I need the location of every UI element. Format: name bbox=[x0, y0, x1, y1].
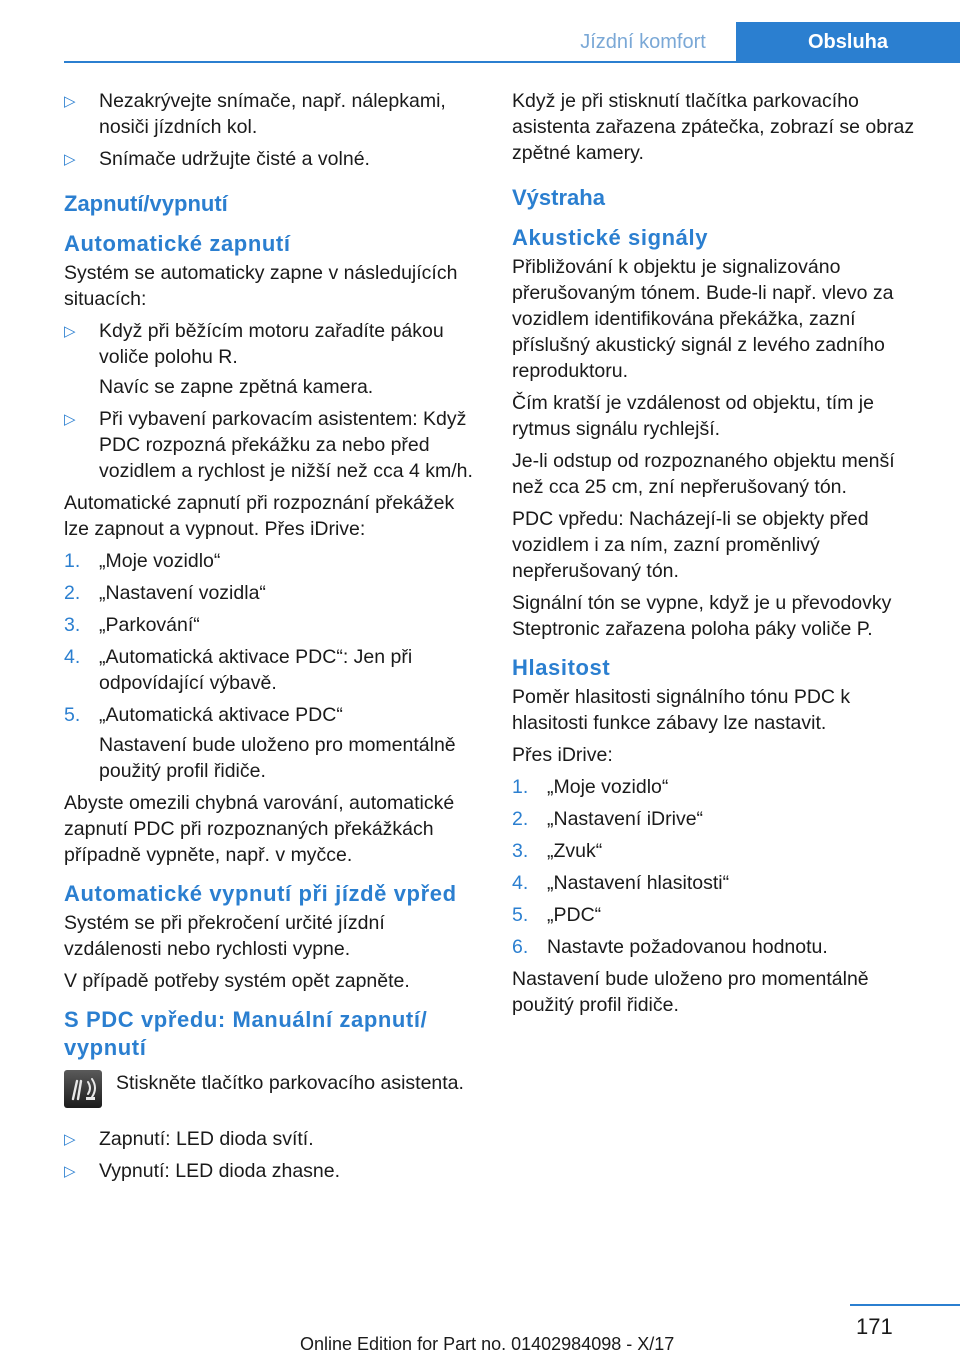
triangle-right-icon: ▷ bbox=[64, 323, 76, 340]
paragraph: Systém se při překročení určité jízdní vzdálenosti nebo rychlosti vypne. bbox=[64, 912, 385, 960]
list-item: 1. „Moje vozidlo“ bbox=[64, 550, 221, 572]
list-item: ▷ Zapnutí: LED dioda svítí. bbox=[64, 1126, 474, 1152]
left-column bbox=[64, 88, 474, 1190]
list-item: 5. „Automatická aktivace PDC“ Nastavení bude uloženo pro momentálně použitý profil řidiče. bbox=[64, 704, 456, 782]
steps-list bbox=[512, 774, 930, 960]
triangle-right-icon: ▷ bbox=[64, 1131, 76, 1148]
paragraph: Abyste omezili chybná varování, automatické zapnutí PDC při rozpoznaných překážkách případně vypněte, např. v myčce. bbox=[64, 792, 455, 866]
paragraph: V případě potřeby systém opět zapněte. bbox=[64, 970, 410, 992]
paragraph: PDC vpředu: Nacházejí-li se objekty před vozidlem i za ním, zazní proměnlivý nepřerušovaný tón. bbox=[512, 508, 869, 582]
header-rule bbox=[64, 61, 960, 63]
bullet-list-sensors bbox=[64, 88, 474, 172]
heading-auto-off: Automatické vypnutí při jízdě vpřed bbox=[64, 881, 457, 906]
list-item: ▷ Snímače udržujte čisté a volné. bbox=[64, 146, 474, 172]
paragraph: Nastavení bude uloženo pro momentálně použitý profil řidiče. bbox=[512, 968, 869, 1016]
paragraph: Poměr hlasitosti signálního tónu PDC k hlasitosti funkce zábavy lze nastavit. bbox=[512, 686, 851, 734]
heading-on-off: Zapnutí/vypnutí bbox=[64, 191, 228, 216]
list-item: ▷ Když při běžícím motoru zařadíte pákou voliče polohu R. Navíc se zapne zpětná kamera. bbox=[64, 320, 444, 398]
triangle-right-icon: ▷ bbox=[64, 411, 76, 428]
paragraph: Přes iDrive: bbox=[512, 744, 613, 766]
paragraph: Čím kratší je vzdálenost od objektu, tím je rytmus signálu rychlejší. bbox=[512, 392, 874, 440]
list-item: ▷ Nezakrývejte snímače, např. nálepkami, nosiči jízdních kol. bbox=[64, 90, 446, 138]
list-item: ▷ Při vybavení parkovacím asistentem: Když PDC rozpozná překážku za nebo před vozidlem a rychlost je nižší než cca 4 km/h. bbox=[64, 408, 473, 482]
triangle-right-icon: ▷ bbox=[64, 93, 76, 110]
heading-warning: Výstraha bbox=[512, 185, 605, 210]
list-item: 4. „Automatická aktivace PDC“: Jen při odpovídající výbavě. bbox=[64, 646, 413, 694]
header-chapter-tab: Obsluha bbox=[736, 22, 960, 62]
list-item: 3. „Zvuk“ bbox=[512, 840, 603, 862]
heading-manual: S PDC vpředu: Manuální zapnutí/ vypnutí bbox=[64, 1007, 428, 1060]
steps-list bbox=[64, 548, 474, 784]
footer-edition: Online Edition for Part no. 01402984098 - X/17 bbox=[300, 1334, 675, 1354]
list-item: 1. „Moje vozidlo“ bbox=[512, 776, 669, 798]
list-item: 2. „Nastavení iDrive“ bbox=[512, 808, 704, 830]
header-section-title: Jízdní komfort bbox=[580, 31, 706, 53]
list-item: 5. „PDC“ bbox=[512, 904, 602, 926]
paragraph: Systém se automaticky zapne v následujících situacích: bbox=[64, 262, 458, 310]
list-item: ▷ Vypnutí: LED dioda zhasne. bbox=[64, 1158, 474, 1184]
bullet-list-auto-on bbox=[64, 318, 474, 484]
footer-rule bbox=[850, 1304, 960, 1306]
page-number: 171 bbox=[856, 1314, 893, 1339]
triangle-right-icon: ▷ bbox=[64, 1163, 76, 1180]
heading-volume: Hlasitost bbox=[512, 655, 611, 680]
park-assist-button-row bbox=[64, 1070, 474, 1112]
list-item: 3. „Parkování“ bbox=[64, 614, 200, 636]
triangle-right-icon: ▷ bbox=[64, 151, 76, 168]
park-assist-button-icon bbox=[64, 1070, 102, 1108]
paragraph: Je-li odstup od rozpoznaného objektu menší než cca 25 cm, zní nepřerušovaný tón. bbox=[512, 450, 895, 498]
paragraph: Signální tón se vypne, když je u převodovky Steptronic zařazena poloha páky voliče P. bbox=[512, 592, 892, 640]
heading-acoustic: Akustické signály bbox=[512, 225, 709, 250]
bullet-list-led bbox=[64, 1126, 474, 1184]
list-item: 2. „Nastavení vozidla“ bbox=[64, 582, 266, 604]
paragraph: Když je při stisknutí tlačítka parkovacího asistenta zařazena zpátečka, zobrazí se obraz zpětné kamery. bbox=[512, 90, 915, 164]
list-item: 4. „Nastavení hlasitosti“ bbox=[512, 872, 730, 894]
paragraph: Přibližování k objektu je signalizováno přerušovaným tónem. Bude-li např. vlevo za vozidlem identifikována překážka, zazní příslušný akustický signál z levého zadního reproduktoru. bbox=[512, 256, 894, 382]
list-item: 6. Nastavte požadovanou hodnotu. bbox=[512, 936, 828, 958]
right-column bbox=[512, 88, 930, 1024]
paragraph: Automatické zapnutí při rozpoznání překážek lze zapnout a vypnout. Přes iDrive: bbox=[64, 492, 455, 540]
heading-auto-on: Automatické zapnutí bbox=[64, 231, 291, 256]
paragraph: Stiskněte tlačítko parkovacího asistenta. bbox=[116, 1072, 464, 1094]
